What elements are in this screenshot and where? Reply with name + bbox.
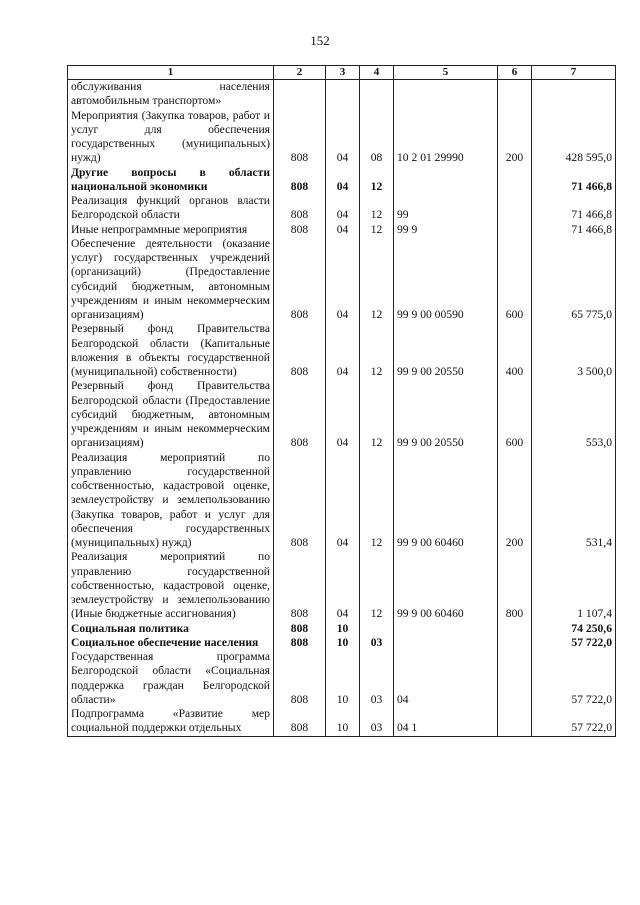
- cell-csr: 04 1: [394, 707, 498, 736]
- cell-ved: 808: [274, 223, 326, 237]
- cell-name: Реализация мероприятий по управлению государственной собственностью, кадастровой оценке, землеустройству и землепользованию (Закупка товаров, работ и услуг для обеспечения государственных (муниципальных) нужд): [68, 451, 274, 551]
- cell-ved: 808: [274, 322, 326, 379]
- table-row: [68, 109, 616, 166]
- cell-ved: 808: [274, 636, 326, 650]
- cell-vr: 600: [498, 237, 532, 323]
- cell-vr: [498, 636, 532, 650]
- cell-csr: 10 2 01 29990: [394, 109, 498, 166]
- cell-pr: 12: [360, 166, 394, 195]
- cell-sum: 531,4: [532, 451, 616, 551]
- table-row: [68, 223, 616, 237]
- cell-ved: 808: [274, 707, 326, 736]
- cell-vr: [498, 80, 532, 109]
- table-row: [68, 636, 616, 650]
- cell-pr: 03: [360, 636, 394, 650]
- col-header-vr: 6: [498, 66, 532, 80]
- cell-csr: 99 9 00 20550: [394, 379, 498, 450]
- cell-ved: 808: [274, 237, 326, 323]
- col-header-csr: 5: [394, 66, 498, 80]
- cell-ved: 808: [274, 166, 326, 195]
- cell-rz: 04: [326, 223, 360, 237]
- cell-sum: 3 500,0: [532, 322, 616, 379]
- cell-csr: [394, 636, 498, 650]
- cell-rz: 04: [326, 451, 360, 551]
- table-row: [68, 166, 616, 195]
- cell-vr: [498, 707, 532, 736]
- cell-sum: [532, 80, 616, 109]
- cell-vr: [498, 166, 532, 195]
- cell-rz: 04: [326, 166, 360, 195]
- cell-csr: [394, 622, 498, 636]
- table-row: [68, 237, 616, 323]
- cell-name: Государственная программа Белгородской области «Социальная поддержка граждан Белгородской области»: [68, 650, 274, 707]
- cell-rz: 10: [326, 636, 360, 650]
- cell-sum: 1 107,4: [532, 550, 616, 621]
- cell-ved: 808: [274, 550, 326, 621]
- cell-csr: 99 9: [394, 223, 498, 237]
- col-header-ved: 2: [274, 66, 326, 80]
- header-row: [68, 66, 616, 80]
- cell-pr: 08: [360, 109, 394, 166]
- cell-ved: 808: [274, 379, 326, 450]
- cell-name: Резервный фонд Правительства Белгородской области (Капитальные вложения в объекты государственной (муниципальной) собственности): [68, 322, 274, 379]
- cell-sum: 57 722,0: [532, 707, 616, 736]
- cell-csr: 04: [394, 650, 498, 707]
- cell-sum: 428 595,0: [532, 109, 616, 166]
- cell-rz: 10: [326, 707, 360, 736]
- cell-sum: 57 722,0: [532, 636, 616, 650]
- cell-rz: [326, 80, 360, 109]
- cell-vr: 600: [498, 379, 532, 450]
- cell-name: Реализация мероприятий по управлению государственной собственностью, кадастровой оценке, землеустройству и землепользованию (Иные бюджетные ассигнования): [68, 550, 274, 621]
- cell-pr: 12: [360, 379, 394, 450]
- cell-pr: 12: [360, 237, 394, 323]
- cell-sum: 71 466,8: [532, 223, 616, 237]
- col-header-name: 1: [68, 66, 274, 80]
- cell-csr: 99: [394, 194, 498, 223]
- table-row: [68, 80, 616, 109]
- cell-name: Социальное обеспечение населения: [68, 636, 274, 650]
- cell-pr: 12: [360, 194, 394, 223]
- cell-pr: 12: [360, 322, 394, 379]
- cell-sum: 71 466,8: [532, 194, 616, 223]
- cell-ved: 808: [274, 109, 326, 166]
- cell-ved: 808: [274, 650, 326, 707]
- table-row: [68, 707, 616, 736]
- cell-vr: 400: [498, 322, 532, 379]
- cell-name: Реализация функций органов власти Белгородской области: [68, 194, 274, 223]
- cell-sum: 71 466,8: [532, 166, 616, 195]
- cell-csr: 99 9 00 00590: [394, 237, 498, 323]
- table-row: [68, 451, 616, 551]
- budget-table: [67, 65, 616, 737]
- cell-pr: 12: [360, 550, 394, 621]
- cell-ved: 808: [274, 622, 326, 636]
- cell-vr: [498, 194, 532, 223]
- cell-vr: 200: [498, 451, 532, 551]
- table-row: [68, 622, 616, 636]
- cell-sum: 74 250,6: [532, 622, 616, 636]
- cell-vr: [498, 650, 532, 707]
- cell-rz: 04: [326, 194, 360, 223]
- cell-rz: 10: [326, 650, 360, 707]
- cell-sum: 65 775,0: [532, 237, 616, 323]
- cell-csr: [394, 166, 498, 195]
- cell-sum: 553,0: [532, 379, 616, 450]
- cell-pr: [360, 622, 394, 636]
- cell-vr: [498, 223, 532, 237]
- cell-vr: [498, 622, 532, 636]
- page-number: 152: [310, 33, 330, 48]
- cell-pr: 03: [360, 650, 394, 707]
- cell-name: Подпрограмма «Развитие мер социальной поддержки отдельных: [68, 707, 274, 736]
- cell-sum: 57 722,0: [532, 650, 616, 707]
- table-row: [68, 379, 616, 450]
- cell-rz: 04: [326, 237, 360, 323]
- cell-name: обслуживания населения автомобильным транспортом»: [68, 80, 274, 109]
- col-header-rz: 3: [326, 66, 360, 80]
- col-header-pr: 4: [360, 66, 394, 80]
- cell-name: Иные непрограммные мероприятия: [68, 223, 274, 237]
- cell-pr: [360, 80, 394, 109]
- cell-rz: 04: [326, 379, 360, 450]
- cell-name: Другие вопросы в области национальной экономики: [68, 166, 274, 195]
- cell-name: Социальная политика: [68, 622, 274, 636]
- cell-csr: 99 9 00 60460: [394, 451, 498, 551]
- cell-pr: 03: [360, 707, 394, 736]
- cell-rz: 04: [326, 550, 360, 621]
- cell-csr: 99 9 00 60460: [394, 550, 498, 621]
- cell-csr: 99 9 00 20550: [394, 322, 498, 379]
- table-row: [68, 194, 616, 223]
- table-row: [68, 322, 616, 379]
- cell-ved: 808: [274, 194, 326, 223]
- cell-name: Обеспечение деятельности (оказание услуг) государственных учреждений (организаций) (Предоставление субсидий бюджетным, автономным учреждениям и иным некоммерческим организациям): [68, 237, 274, 323]
- table-row: [68, 550, 616, 621]
- cell-ved: [274, 80, 326, 109]
- cell-vr: 200: [498, 109, 532, 166]
- col-header-sum: 7: [532, 66, 616, 80]
- cell-pr: 12: [360, 451, 394, 551]
- cell-rz: 04: [326, 109, 360, 166]
- cell-csr: [394, 80, 498, 109]
- cell-rz: 04: [326, 322, 360, 379]
- cell-name: Мероприятия (Закупка товаров, работ и услуг для обеспечения государственных (муниципальных) нужд): [68, 109, 274, 166]
- table-row: [68, 650, 616, 707]
- cell-name: Резервный фонд Правительства Белгородской области (Предоставление субсидий бюджетным, автономным учреждениям и иным некоммерческим организациям): [68, 379, 274, 450]
- cell-vr: 800: [498, 550, 532, 621]
- cell-rz: 10: [326, 622, 360, 636]
- cell-ved: 808: [274, 451, 326, 551]
- cell-pr: 12: [360, 223, 394, 237]
